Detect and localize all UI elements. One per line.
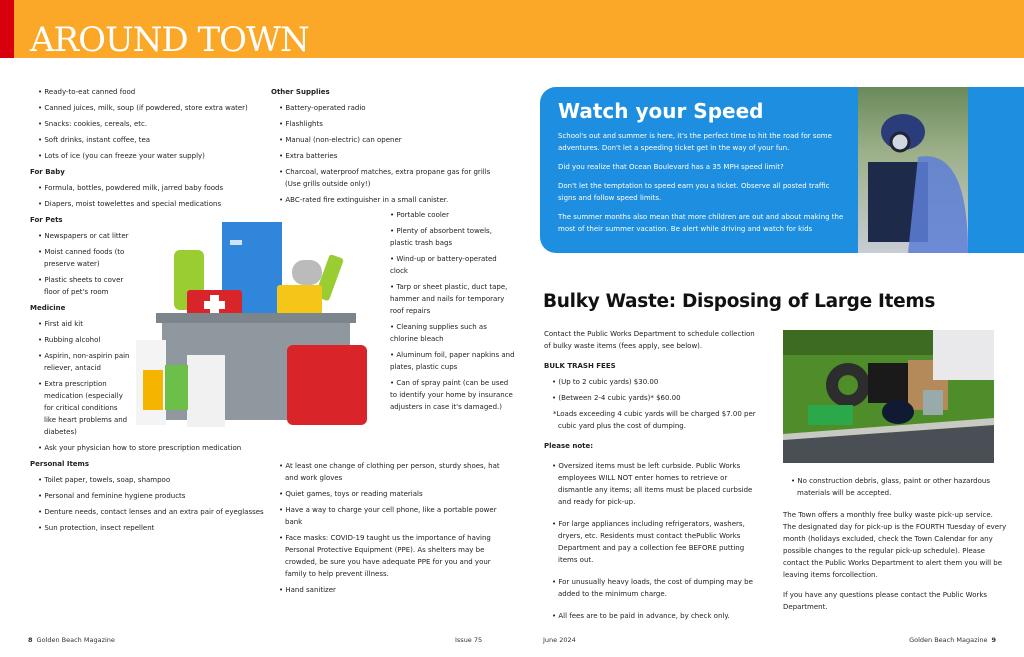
other-supplies-wide [271, 460, 511, 600]
list-item: • Canned juices, milk, soup (if powdered, store extra water) [30, 102, 270, 114]
list-item: • Extra batteries [271, 150, 501, 162]
list-item: • Face masks: COVID-19 taught us the importance of having Personal Protective Equipment (PPE). As shelters may be crowded, be sure you have adequate PPE for you and your family to help prevent illness. [271, 532, 511, 580]
radio [277, 285, 322, 315]
other-supplies-block [271, 86, 501, 210]
list-item: • Wind-up or battery-operated clock [390, 253, 515, 277]
issue-number: Issue 75 [455, 636, 483, 644]
duct-tape [292, 260, 322, 285]
list-item: • Extra prescription medication (especially for critical conditions like heart problems and diabetes) [30, 378, 130, 438]
list-item: • Rubbing alcohol [30, 334, 130, 346]
bulky-waste-photo [783, 330, 994, 463]
list-item: • Plastic sheets to cover floor of pet's room [30, 274, 130, 298]
baby-list [30, 182, 270, 210]
issue-date: June 2024 [543, 636, 576, 644]
list-item: • Can of spray paint (can be used to identify your home by insurance adjusters in case it's damaged.) [390, 377, 515, 413]
other-supplies-wide-list [271, 460, 511, 596]
list-item: • (Up to 2 cubic yards) $30.00 [544, 376, 759, 388]
bulky-right-column [783, 475, 1008, 621]
magazine-name: Golden Beach Magazine [909, 636, 988, 644]
other-supplies-narrow [390, 209, 515, 417]
list-item: • ABC-rated fire extinguisher in a small canister. [271, 194, 501, 206]
list-item: • For large appliances including refrigerators, washers, dryers, etc. Residents must contact thePublic Works Department and pay a collection fee BEFORE putting items out. [544, 518, 759, 566]
list-item: • Hand sanitizer [271, 584, 511, 596]
list-item: • Moist canned foods (to preserve water) [30, 246, 130, 270]
footer-right [909, 636, 996, 644]
speed-paragraph: Did you realize that Ocean Boulevard has a 35 MPH speed limit? [558, 163, 784, 171]
pets-list [30, 230, 130, 298]
list-item: • Denture needs, contact lenses and an extra pair of eyeglasses [30, 506, 270, 518]
speed-paragraph: The summer months also mean that more children are out and about making the most of their summer vacation. Be alert while driving and watch for kids [558, 213, 844, 233]
bulky-intro: Contact the Public Works Department to schedule collection of bulky waste items (fees apply, see below). [544, 330, 755, 350]
gas-can [287, 345, 367, 425]
bulky-paragraph: The Town offers a monthly free bulky waste pick-up service. The designated day for pick-up is the FOURTH Tuesday of every month (holidays excluded, check the Town Calendar for any possible changes to the regular pick-up schedule). Please contact the Public Works Department to alert them you will be leaving items forcollection. [783, 511, 1007, 579]
baby-heading: For Baby [30, 168, 65, 176]
medicine-heading: Medicine [30, 304, 66, 312]
list-item: • Soft drinks, instant coffee, tea [30, 134, 270, 146]
pets-heading: For Pets [30, 216, 63, 224]
accent-stripe [0, 0, 14, 58]
list-item: • Tarp or sheet plastic, duct tape, hammer and nails for temporary roof repairs [390, 281, 515, 317]
other-supplies-list [271, 102, 501, 206]
list-item: • Charcoal, waterproof matches, extra propane gas for grills (Use grills outside only!) [271, 166, 501, 190]
police-radar-photo [858, 87, 968, 253]
bulky-paragraph: If you have any questions please contact the Public Works Department. [783, 591, 988, 611]
list-item: • Aspirin, non-aspirin pain reliever, antacid [30, 350, 130, 374]
list-item: • Quiet games, toys or reading materials [271, 488, 511, 500]
note-heading: Please note: [544, 442, 594, 450]
personal-list [30, 474, 270, 534]
list-item: • (Between 2-4 cubic yards)* $60.00 [544, 392, 759, 404]
speed-paragraph: Don't let the temptation to speed earn you a ticket. Observe all posted traffic signs and follow speed limits. [558, 182, 830, 202]
food-list [30, 86, 270, 162]
list-item: • Snacks: cookies, cereals, etc. [30, 118, 270, 130]
food-list-block [30, 86, 270, 538]
list-item: • Lots of ice (you can freeze your water supply) [30, 150, 270, 162]
list-item: • No construction debris, glass, paint or other hazardous materials will be accepted. [783, 475, 1008, 499]
list-item: • Ask your physician how to store prescription medication [30, 442, 270, 454]
list-item: • Toilet paper, towels, soap, shampoo [30, 474, 270, 486]
list-item: • Cleaning supplies such as chlorine bleach [390, 321, 515, 345]
other-supplies-narrow-list [390, 209, 515, 413]
list-item: • Sun protection, insect repellent [30, 522, 270, 534]
list-item: • Have a way to charge your cell phone, like a portable power bank [271, 504, 511, 528]
section-title: AROUND TOWN [30, 20, 309, 60]
page-number: 8 [28, 636, 33, 644]
fee-note: *Loads exceeding 4 cubic yards will be charged $7.00 per cubic yard plus the cost of dumping. [553, 410, 756, 430]
list-item: • Ready-to-eat canned food [30, 86, 270, 98]
fees-list [544, 376, 759, 404]
list-item: • Portable cooler [390, 209, 515, 221]
list-item: • Oversized items must be left curbside. Public Works employees WILL NOT enter homes to retrieve or dismantle any items; all items must be placed curbside and ready for pick-up. [544, 460, 759, 508]
personal-heading: Personal Items [30, 460, 90, 468]
list-item: • All fees are to be paid in advance, by check only. [544, 610, 759, 622]
list-item: • Plenty of absorbent towels, plastic trash bags [390, 225, 515, 249]
list-item: • For unusually heavy loads, the cost of dumping may be added to the minimum charge. [544, 576, 759, 600]
medicine-list [30, 318, 130, 438]
magazine-name: Golden Beach Magazine [36, 636, 115, 644]
speed-body [558, 130, 848, 242]
bulky-left-column [544, 328, 759, 632]
list-item: • Formula, bottles, powdered milk, jarred baby foods [30, 182, 270, 194]
list-item: • Battery-operated radio [271, 102, 501, 114]
other-supplies-heading: Other Supplies [271, 88, 330, 96]
bulky-waste-title: Bulky Waste: Disposing of Large Items [543, 291, 936, 312]
list-item: • Personal and feminine hygiene products [30, 490, 270, 502]
list-item: • Manual (non-electric) can opener [271, 134, 501, 146]
list-item: • Diapers, moist towelettes and special medications [30, 198, 270, 210]
list-item: • First aid kit [30, 318, 130, 330]
page-number: 9 [991, 636, 996, 644]
list-item: • Aluminum foil, paper napkins and plates, plastic cups [390, 349, 515, 373]
list-item: • At least one change of clothing per person, sturdy shoes, hat and work gloves [271, 460, 511, 484]
notes-list [544, 460, 759, 622]
footer-left [28, 636, 115, 644]
speed-title: Watch your Speed [558, 99, 764, 123]
list-item: • Newspapers or cat litter [30, 230, 130, 242]
fees-heading: BULK TRASH FEES [544, 362, 616, 370]
list-item: • Flashlights [271, 118, 501, 130]
speed-paragraph: School's out and summer is here, it's the perfect time to hit the road for some adventures. Don't let a speeding ticket get in the way of your fun. [558, 132, 832, 152]
